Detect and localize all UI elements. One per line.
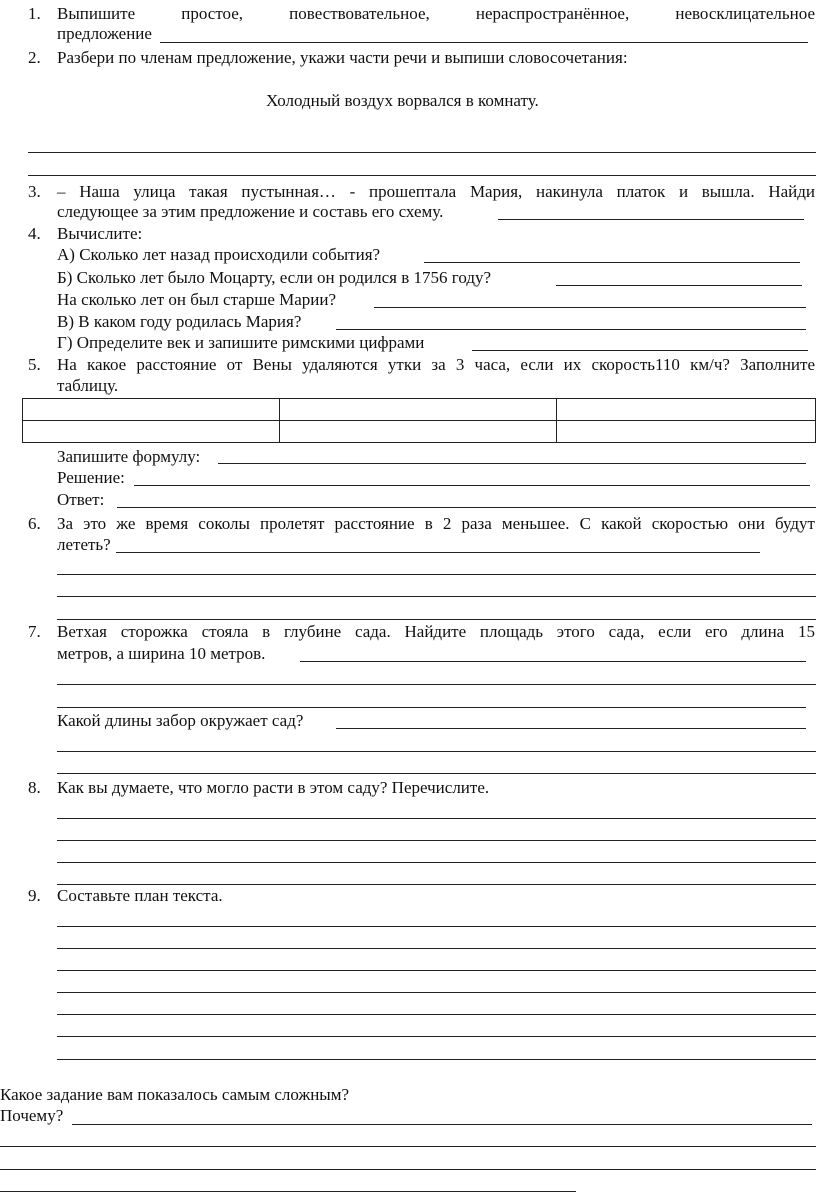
q4-b2: На сколько лет он был старше Марии? (57, 290, 337, 309)
q3-line2: следующее за этим предложение и составь его схему. (57, 202, 444, 221)
q2-sentence: Холодный воздух ворвался в комнату. (266, 91, 539, 110)
answer-line (57, 1059, 816, 1060)
answer-line (57, 574, 816, 575)
table-cell[interactable] (557, 421, 816, 443)
table-row (23, 399, 816, 421)
q1-line2: предложение (57, 24, 152, 43)
answer-line (57, 751, 816, 752)
q8-text: Как вы думаете, что могло расти в этом саду? Перечислите. (57, 778, 490, 797)
answer-line (218, 463, 806, 464)
final-question: Какое задание вам показалось самым сложным? (0, 1085, 350, 1104)
q7-line1: Ветхая сторожка стояла в глубине сада. Найдите площадь этого сада, если его длина 15 (57, 622, 815, 641)
answer-line (57, 884, 816, 885)
answer-line (57, 840, 816, 841)
answer-line (57, 926, 816, 927)
table-cell[interactable] (23, 399, 280, 421)
answer-line (57, 1014, 816, 1015)
q4-c: В) В каком году родилась Мария? (57, 312, 302, 331)
table-cell[interactable] (280, 421, 557, 443)
answer-line (498, 219, 804, 220)
answer-line (72, 1124, 812, 1125)
table-cell[interactable] (23, 421, 280, 443)
answer-line (116, 552, 760, 553)
answer-line (556, 285, 802, 286)
answer-line (28, 175, 816, 176)
final-why: Почему? (0, 1106, 64, 1125)
answer-line (57, 684, 816, 685)
answer-line (117, 507, 816, 508)
q4-text: Вычислите: (57, 224, 143, 243)
q4-d: Г) Определите век и запишите римскими цифрами (57, 333, 425, 352)
answer-table (22, 398, 816, 443)
answer-line (57, 818, 816, 819)
answer-line (0, 1146, 816, 1147)
answer-line (472, 350, 808, 351)
answer-line (57, 1036, 816, 1037)
answer-line (57, 596, 816, 597)
q2-text: Разбери по членам предложение, укажи части речи и выпиши словосочетания: (57, 48, 628, 67)
answer-line (300, 661, 806, 662)
answer-line (57, 948, 816, 949)
answer-line (0, 1169, 816, 1170)
q3-line1: – Наша улица такая пустынная… - прошептала Мария, накинула платок и вышла. Найди (57, 182, 815, 201)
answer-line (424, 262, 800, 263)
q5-line2: таблицу. (57, 376, 119, 395)
answer-line (57, 992, 816, 993)
answer-line (336, 329, 806, 330)
q7-line2: метров, а ширина 10 метров. (57, 644, 266, 663)
answer-line (0, 1191, 576, 1192)
table-cell[interactable] (280, 399, 557, 421)
q4-a: А) Сколько лет назад происходили события? (57, 245, 381, 264)
q4-b: Б) Сколько лет было Моцарту, если он родился в 1756 году? (57, 268, 492, 287)
q9-number: 9. (28, 886, 41, 905)
answer-line (374, 307, 806, 308)
q7-fence: Какой длины забор окружает сад? (57, 711, 304, 730)
table-row (23, 421, 816, 443)
answer-line (57, 707, 806, 708)
answer-line (134, 485, 810, 486)
answer-line (28, 152, 816, 153)
q6-line2: лететь? (57, 535, 111, 554)
table-cell[interactable] (557, 399, 816, 421)
q4-number: 4. (28, 224, 41, 243)
answer-line (57, 619, 816, 620)
q8-number: 8. (28, 778, 41, 797)
q5-formula: Запишите формулу: (57, 447, 201, 466)
answer-line (57, 773, 816, 774)
q1-number: 1. (28, 4, 41, 23)
answer-line (57, 970, 816, 971)
q9-text: Составьте план текста. (57, 886, 223, 905)
answer-line (160, 42, 808, 43)
q5-number: 5. (28, 355, 41, 374)
answer-line (336, 728, 806, 729)
q5-line1: На какое расстояние от Вены удаляются утки за 3 часа, если их скорость110 км/ч? Заполните (57, 355, 815, 374)
q7-number: 7. (28, 622, 41, 641)
q5-solution: Решение: (57, 468, 125, 487)
q2-number: 2. (28, 48, 41, 67)
q3-number: 3. (28, 182, 41, 201)
q5-answer: Ответ: (57, 490, 105, 509)
q6-line1: За это же время соколы пролетят расстояние в 2 раза меньшее. С какой скоростью они будут (57, 514, 815, 533)
q6-number: 6. (28, 514, 41, 533)
q1-line1: Выпишите простое, повествовательное, нераспространённое, невосклицательное (57, 4, 815, 23)
answer-line (57, 862, 816, 863)
